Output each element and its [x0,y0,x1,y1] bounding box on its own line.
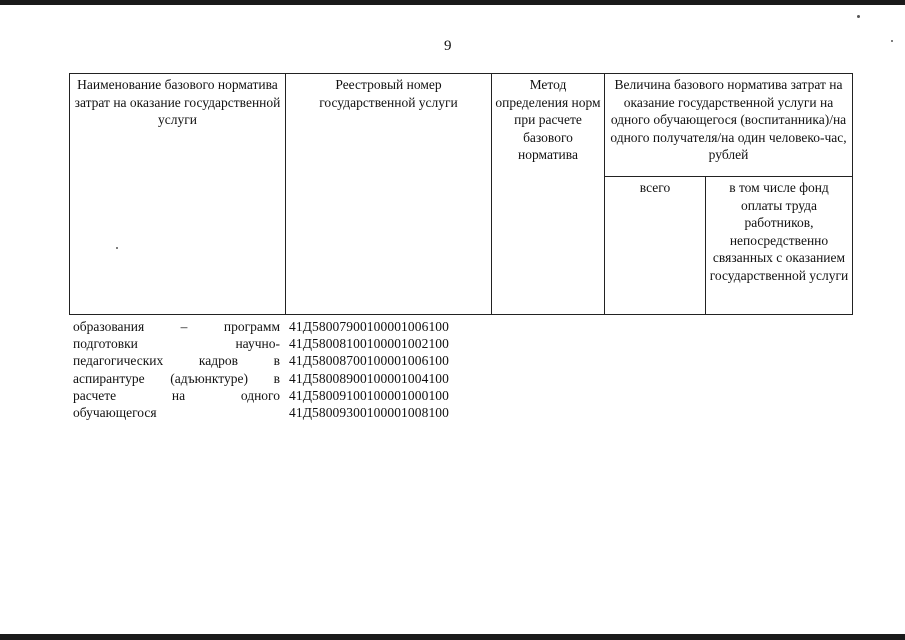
norms-body [73,318,449,421]
table-row [73,404,449,421]
table-row [73,387,449,404]
service-name-line: педагогических кадров в [73,353,280,369]
registry-code: 41Д58009300100001008100 [289,404,450,420]
registry-code: 41Д58008900100001004100 [289,370,450,386]
header-cell-registry: Реестровый номер государственной услуги [286,74,492,315]
registry-code: 41Д58009100100001000100 [289,387,450,403]
service-name-line: обучающегося [73,404,157,420]
header-cell-method: Метод определения норм при расчете базового норматива [492,74,605,315]
header-cell-value: Величина базового норматива затрат на оказание государственной услуги на одного обучающегося (воспитанника)/на одного получателя/на один человеко-час, рублей [605,74,853,177]
header-cell-payroll: в том числе фонд оплаты труда работников, непосредственно связанных с оказанием государственной услуги [706,177,853,315]
service-name-line: аспирантуре (адъюнктуре) в [73,370,280,386]
service-name-line: образования – программ [73,319,280,334]
table-row [73,318,449,335]
scan-speck [891,40,893,42]
scan-speck [857,15,860,18]
norms-header-table [69,73,853,315]
scan-edge-bottom [0,634,905,640]
table-row [73,352,449,369]
header-cell-name: Наименование базового норматива затрат на оказание государственной услуги [70,74,286,315]
table-row [73,370,449,387]
registry-code: 41Д58007900100001006100 [289,319,450,334]
service-name-line: подготовки научно- [73,336,280,352]
registry-code: 41Д58008100100001002100 [289,336,450,352]
registry-code: 41Д58008700100001006100 [289,353,450,369]
table-row [73,335,449,352]
page-number: 9 [444,38,452,54]
header-cell-total: всего [605,177,706,315]
scan-edge-top [0,0,905,5]
service-name-line: расчете на одного [73,387,280,403]
